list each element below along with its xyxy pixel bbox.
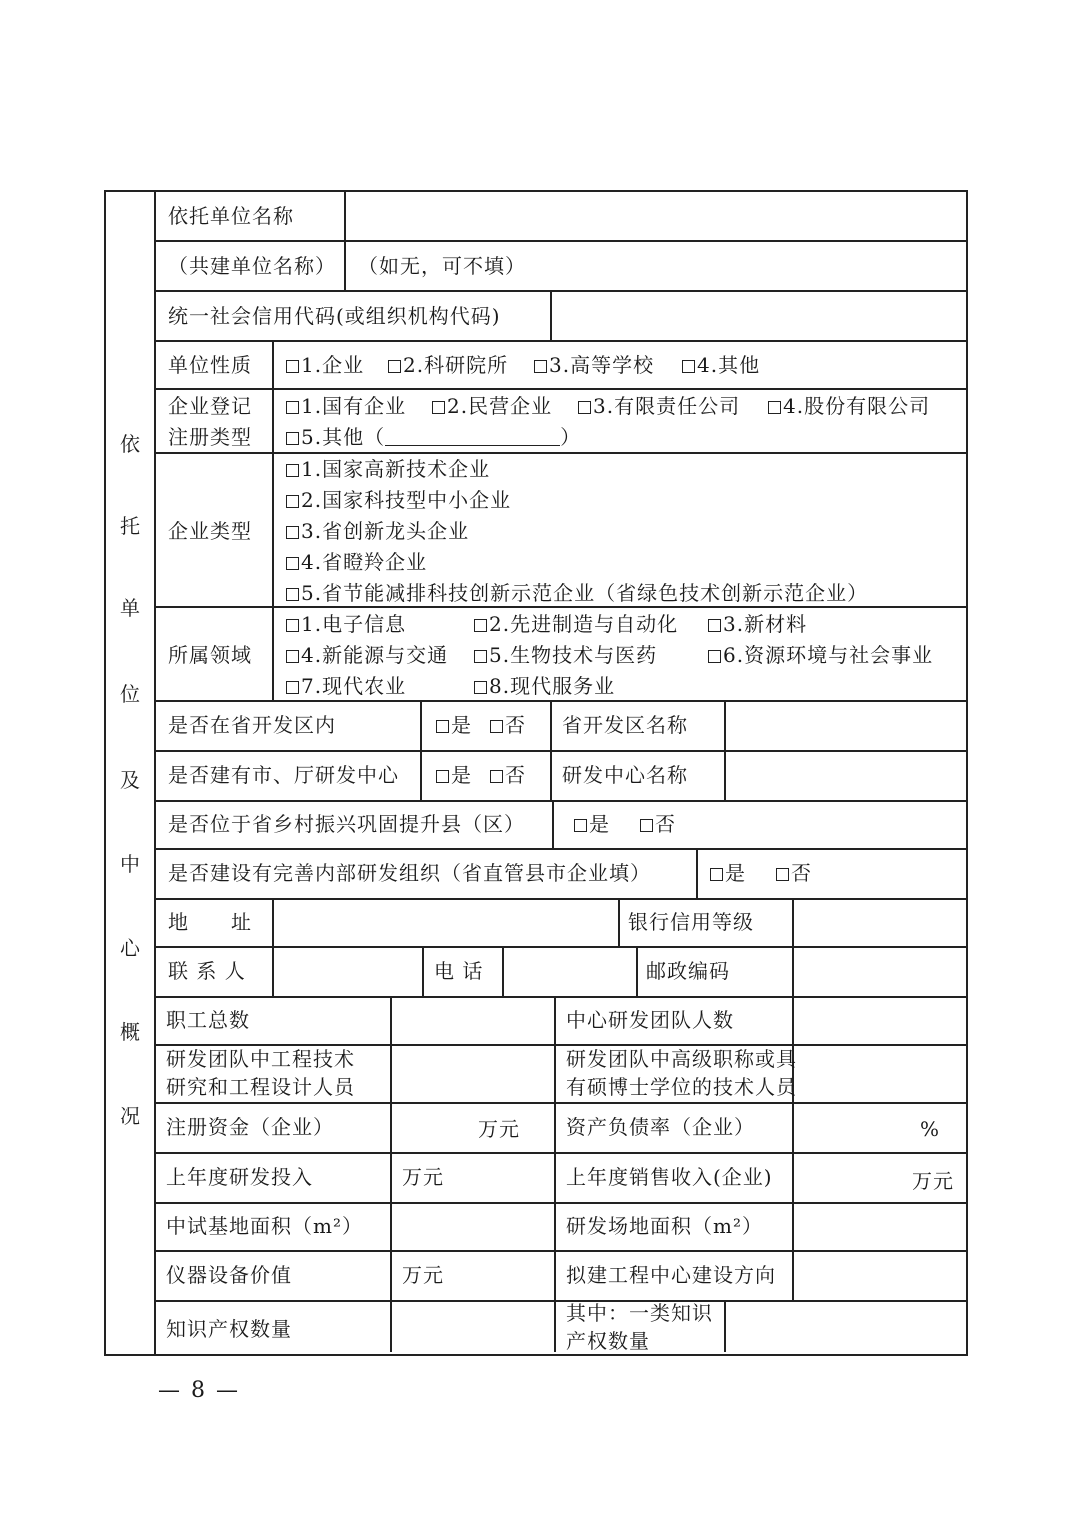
row-divider: [156, 1300, 966, 1302]
senior-staff-label: 研发团队中高级职称或具: [566, 1047, 797, 1071]
host-unit-name-label: 依托单位名称: [168, 204, 294, 228]
row-divider: [156, 1102, 966, 1104]
ip-class1-label: 其中：一类知识: [566, 1301, 713, 1325]
checkbox[interactable]: [490, 720, 503, 733]
credit-code-label: 统一社会信用代码(或组织机构代码): [168, 304, 501, 328]
checkbox[interactable]: [474, 681, 487, 694]
equipment-label: 仪器设备价值: [166, 1263, 292, 1287]
row-divider: [156, 606, 966, 608]
row-divider: [156, 388, 966, 390]
eng-staff-label: 研发团队中工程技术: [166, 1047, 355, 1071]
enterprise-type-option[interactable]: 5.省节能减排科技创新示范企业（省绿色技术创新示范企业）: [286, 582, 868, 604]
registration-option[interactable]: 4.股份有限公司: [768, 395, 930, 417]
checkbox[interactable]: [474, 650, 487, 663]
checkbox[interactable]: [286, 650, 299, 663]
senior-staff-label: 有硕博士学位的技术人员: [566, 1075, 797, 1099]
section-title-char: 概: [120, 1020, 140, 1044]
section-title-char: 单: [120, 596, 140, 620]
dev-zone-name-label: 省开发区名称: [562, 713, 688, 737]
col-divider: [420, 700, 422, 800]
col-divider: [344, 240, 346, 290]
rd-center-yes[interactable]: 是: [436, 764, 472, 786]
col-divider: [422, 946, 424, 996]
rural-county-no[interactable]: 否: [640, 813, 676, 835]
checkbox[interactable]: [534, 360, 547, 373]
row-divider: [156, 452, 966, 454]
checkbox[interactable]: [708, 650, 721, 663]
co-builder-note: （如无，可不填）: [358, 254, 526, 278]
registration-type-label: 注册类型: [168, 425, 252, 449]
co-builder-name-label: （共建单位名称）: [168, 254, 336, 278]
application-form-table: [104, 190, 968, 1356]
registration-option[interactable]: 2.民营企业: [432, 395, 552, 417]
internal-rd-label: 是否建设有完善内部研发组织（省直管县市企业填）: [168, 861, 651, 885]
col-divider: [502, 946, 504, 996]
checkbox[interactable]: [474, 619, 487, 632]
row-divider: [156, 996, 966, 998]
row-divider: [156, 800, 966, 802]
page-number: — 8 —: [158, 1378, 240, 1403]
section-title-char: 及: [120, 768, 140, 792]
internal-rd-no[interactable]: 否: [776, 862, 812, 884]
rural-county-label: 是否位于省乡村振兴巩固提升县（区）: [168, 812, 525, 836]
col-divider: [390, 996, 392, 1352]
phone-label: 电 话: [434, 959, 484, 983]
checkbox[interactable]: [286, 619, 299, 632]
ip-class1-label: 产权数量: [566, 1329, 650, 1353]
col-divider: [554, 996, 556, 1352]
row-divider: [156, 240, 966, 242]
debt-ratio-label: 资产负债率（企业）: [566, 1115, 755, 1139]
col-divider: [550, 290, 552, 340]
col-divider: [272, 340, 274, 700]
address-label: 地 址: [168, 910, 252, 934]
checkbox[interactable]: [574, 819, 587, 832]
dev-zone-label: 是否在省开发区内: [168, 713, 336, 737]
checkbox[interactable]: [710, 868, 723, 881]
row-divider: [156, 750, 966, 752]
checkbox[interactable]: [490, 770, 503, 783]
sales-unit: 万元: [912, 1169, 954, 1193]
col-divider: [272, 898, 274, 996]
unit-nature-label: 单位性质: [168, 353, 252, 377]
rd-center-no[interactable]: 否: [490, 764, 526, 786]
checkbox[interactable]: [682, 360, 695, 373]
section-header-vertical: [106, 192, 156, 1354]
checkbox[interactable]: [286, 464, 299, 477]
row-divider: [156, 848, 966, 850]
field-option[interactable]: 7.现代农业: [286, 675, 406, 697]
row-divider: [156, 700, 966, 702]
sales-label: 上年度销售收入(企业): [566, 1165, 773, 1189]
field-option[interactable]: 4.新能源与交通: [286, 644, 448, 666]
internal-rd-yes[interactable]: 是: [710, 862, 746, 884]
enterprise-type-option[interactable]: 2.国家科技型中小企业: [286, 489, 511, 511]
field-label: 所属领域: [168, 643, 252, 667]
unit-nature-option[interactable]: 2.科研院所: [388, 354, 508, 376]
staff-total-label: 职工总数: [166, 1008, 250, 1032]
col-divider: [724, 700, 726, 800]
checkbox[interactable]: [432, 401, 445, 414]
checkbox[interactable]: [578, 401, 591, 414]
row-divider: [156, 1202, 966, 1204]
row-divider: [156, 340, 966, 342]
equipment-unit: 万元: [402, 1263, 444, 1287]
checkbox[interactable]: [286, 681, 299, 694]
contact-label: 联 系 人: [168, 959, 246, 983]
rural-county-yes[interactable]: 是: [574, 813, 610, 835]
rd-area-label: 研发场地面积（m²）: [566, 1214, 763, 1238]
eng-staff-label: 研究和工程设计人员: [166, 1075, 355, 1099]
enterprise-type-option[interactable]: 3.省创新龙头企业: [286, 520, 469, 542]
checkbox[interactable]: [388, 360, 401, 373]
other-fill-blank[interactable]: [385, 427, 560, 446]
col-divider: [344, 192, 346, 240]
checkbox[interactable]: [436, 720, 449, 733]
section-title-char: 况: [120, 1104, 140, 1128]
registration-type-label: 企业登记: [168, 394, 252, 418]
checkbox[interactable]: [708, 619, 721, 632]
checkbox[interactable]: [286, 432, 299, 445]
checkbox[interactable]: [286, 588, 299, 601]
section-title-char: 位: [120, 682, 140, 706]
rd-center-label: 是否建有市、厅研发中心: [168, 763, 399, 787]
field-option[interactable]: 8.现代服务业: [474, 675, 615, 697]
col-divider: [696, 848, 698, 898]
pilot-area-label: 中试基地面积（m²）: [166, 1214, 363, 1238]
bank-credit-label: 银行信用等级: [628, 910, 754, 934]
row-divider: [156, 898, 966, 900]
unit-nature-option[interactable]: 1.企业: [286, 354, 364, 376]
col-divider: [636, 946, 638, 996]
row-divider: [156, 946, 966, 948]
checkbox[interactable]: [286, 360, 299, 373]
col-divider: [550, 700, 552, 800]
rd-input-unit: 万元: [402, 1165, 444, 1189]
reg-capital-label: 注册资金（企业）: [166, 1115, 334, 1139]
field-option[interactable]: 2.先进制造与自动化: [474, 613, 678, 635]
row-divider: [156, 1044, 966, 1046]
debt-ratio-unit: %: [920, 1117, 941, 1141]
checkbox[interactable]: [436, 770, 449, 783]
row-divider: [156, 1152, 966, 1154]
registration-option-other[interactable]: 5.其他（ ）: [286, 426, 581, 448]
checkbox[interactable]: [286, 401, 299, 414]
field-option[interactable]: 1.电子信息: [286, 613, 406, 635]
row-divider: [156, 290, 966, 292]
checkbox[interactable]: [768, 401, 781, 414]
row-divider: [156, 1250, 966, 1252]
unit-nature-option[interactable]: 3.高等学校: [534, 354, 654, 376]
section-title-char: 托: [120, 514, 140, 538]
postal-code-label: 邮政编码: [646, 959, 730, 983]
enterprise-type-label: 企业类型: [168, 519, 252, 543]
ip-count-label: 知识产权数量: [166, 1317, 292, 1341]
section-title-char: 依: [120, 432, 140, 456]
rd-center-name-label: 研发中心名称: [562, 763, 688, 787]
checkbox[interactable]: [286, 495, 299, 508]
checkbox[interactable]: [286, 557, 299, 570]
field-option[interactable]: 3.新材料: [708, 613, 807, 635]
registration-option[interactable]: 1.国有企业: [286, 395, 406, 417]
field-option[interactable]: 5.生物技术与医药: [474, 644, 657, 666]
col-divider: [792, 898, 794, 996]
dev-zone-no[interactable]: 否: [490, 714, 526, 736]
rd-input-label: 上年度研发投入: [166, 1165, 313, 1189]
checkbox[interactable]: [286, 526, 299, 539]
col-divider: [552, 800, 554, 848]
enterprise-type-option[interactable]: 1.国家高新技术企业: [286, 458, 490, 480]
registration-option[interactable]: 3.有限责任公司: [578, 395, 740, 417]
enterprise-type-option[interactable]: 4.省瞪羚企业: [286, 551, 427, 573]
direction-label: 拟建工程中心建设方向: [566, 1263, 776, 1287]
field-option[interactable]: 6.资源环境与社会事业: [708, 644, 933, 666]
checkbox[interactable]: [640, 819, 653, 832]
col-divider: [618, 898, 620, 946]
col-divider: [724, 1300, 726, 1352]
section-title-char: 中: [120, 852, 140, 876]
checkbox[interactable]: [776, 868, 789, 881]
reg-capital-unit: 万元: [478, 1117, 520, 1141]
dev-zone-yes[interactable]: 是: [436, 714, 472, 736]
team-size-label: 中心研发团队人数: [566, 1008, 734, 1032]
section-title-char: 心: [120, 936, 140, 960]
col-divider: [792, 996, 794, 1300]
unit-nature-option[interactable]: 4.其他: [682, 354, 760, 376]
